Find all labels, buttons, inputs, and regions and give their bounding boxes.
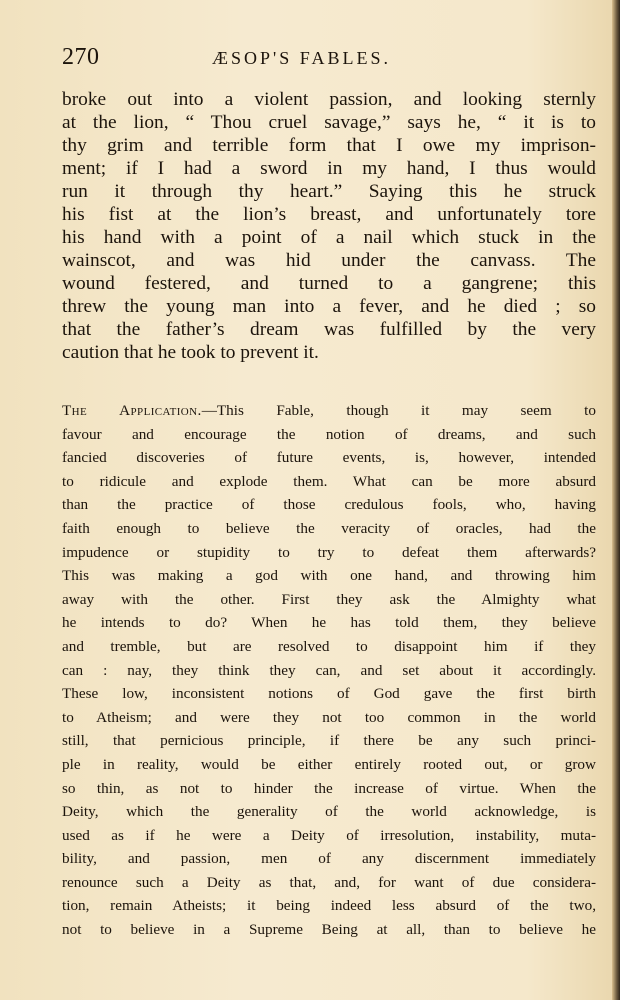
fable-line: ment; if I had a sword in my hand, I thus would	[62, 158, 596, 179]
fable-line: caution that he took to prevent it.	[62, 342, 319, 363]
application-line: tion, remain Atheists; it being indeed less absurd of the two,	[62, 897, 596, 915]
application-line: favour and encourage the notion of dreams, and such	[62, 425, 596, 443]
fable-line: thy grim and terrible form that I owe my imprison-	[62, 135, 596, 156]
fable-line: wound festered, and turned to a gangrene; this	[62, 273, 596, 294]
application-line: impudence or stupidity to try to defeat them afterwards?	[62, 543, 596, 561]
fable-line: his fist at the lion’s breast, and unfortunately tore	[62, 204, 596, 225]
application-line: he intends to do? When he has told them, they believe	[62, 614, 596, 632]
fable-line: broke out into a violent passion, and looking sternly	[62, 89, 596, 110]
fable-line: his hand with a point of a nail which stuck in the	[62, 227, 596, 248]
application-line: ple in reality, would be either entirely rooted out, or grow	[62, 755, 596, 773]
application-line: renounce such a Deity as that, and, for want of due considera-	[62, 873, 596, 891]
application-line: still, that pernicious principle, if there be any such princi-	[62, 732, 596, 750]
application-line: faith enough to believe the veracity of oracles, had the	[62, 519, 596, 537]
application-line: can : nay, they think they can, and set about it accordingly.	[62, 661, 596, 679]
application-line: Deity, which the generality of the world acknowledge, is	[62, 803, 596, 821]
application-line: used as if he were a Deity of irresolution, instability, muta-	[62, 826, 596, 844]
fable-line: wainscot, and was hid under the canvass. The	[62, 250, 596, 271]
fable-line: at the lion, “ Thou cruel savage,” says he, “ it is to	[62, 112, 596, 133]
application-line: to ridicule and explode them. What can be more absurd	[62, 472, 596, 490]
fable-line: run it through thy heart.” Saying this he struck	[62, 181, 596, 202]
application-line: than the practice of those credulous fools, who, having	[62, 496, 596, 514]
application-line: This was making a god with one hand, and throwing him	[62, 567, 596, 585]
application-line: and tremble, but are resolved to disappoint him if they	[62, 637, 596, 655]
application-line: These low, inconsistent notions of God gave the first birth	[62, 685, 596, 703]
running-head: ÆSOP'S FABLES.	[212, 48, 391, 68]
application-line: to Atheism; and were they not too common in the world	[62, 708, 596, 726]
application-heading: The Application.	[62, 402, 202, 419]
fable-line: threw the young man into a fever, and he died ; so	[62, 296, 596, 317]
page-number: 270	[62, 44, 100, 70]
application-line: away with the other. First they ask the Almighty what	[62, 590, 596, 608]
application-line: bility, and passion, men of any discernment immediately	[62, 850, 596, 868]
page-edge-shadow	[612, 0, 620, 1000]
fable-text	[62, 88, 596, 364]
application-line: not to believe in a Supreme Being at all, than to believe he	[62, 921, 596, 939]
application-first-line	[62, 399, 596, 423]
application-text	[62, 399, 596, 942]
application-line: fancied discoveries of future events, is, however, intended	[62, 449, 596, 467]
application-first-line-text: —This Fable, though it may seem to	[201, 402, 596, 419]
page-header	[62, 44, 602, 74]
application-line: so thin, as not to hinder the increase of virtue. When the	[62, 779, 596, 797]
fable-line: that the father’s dream was fulfilled by the very	[62, 319, 596, 340]
